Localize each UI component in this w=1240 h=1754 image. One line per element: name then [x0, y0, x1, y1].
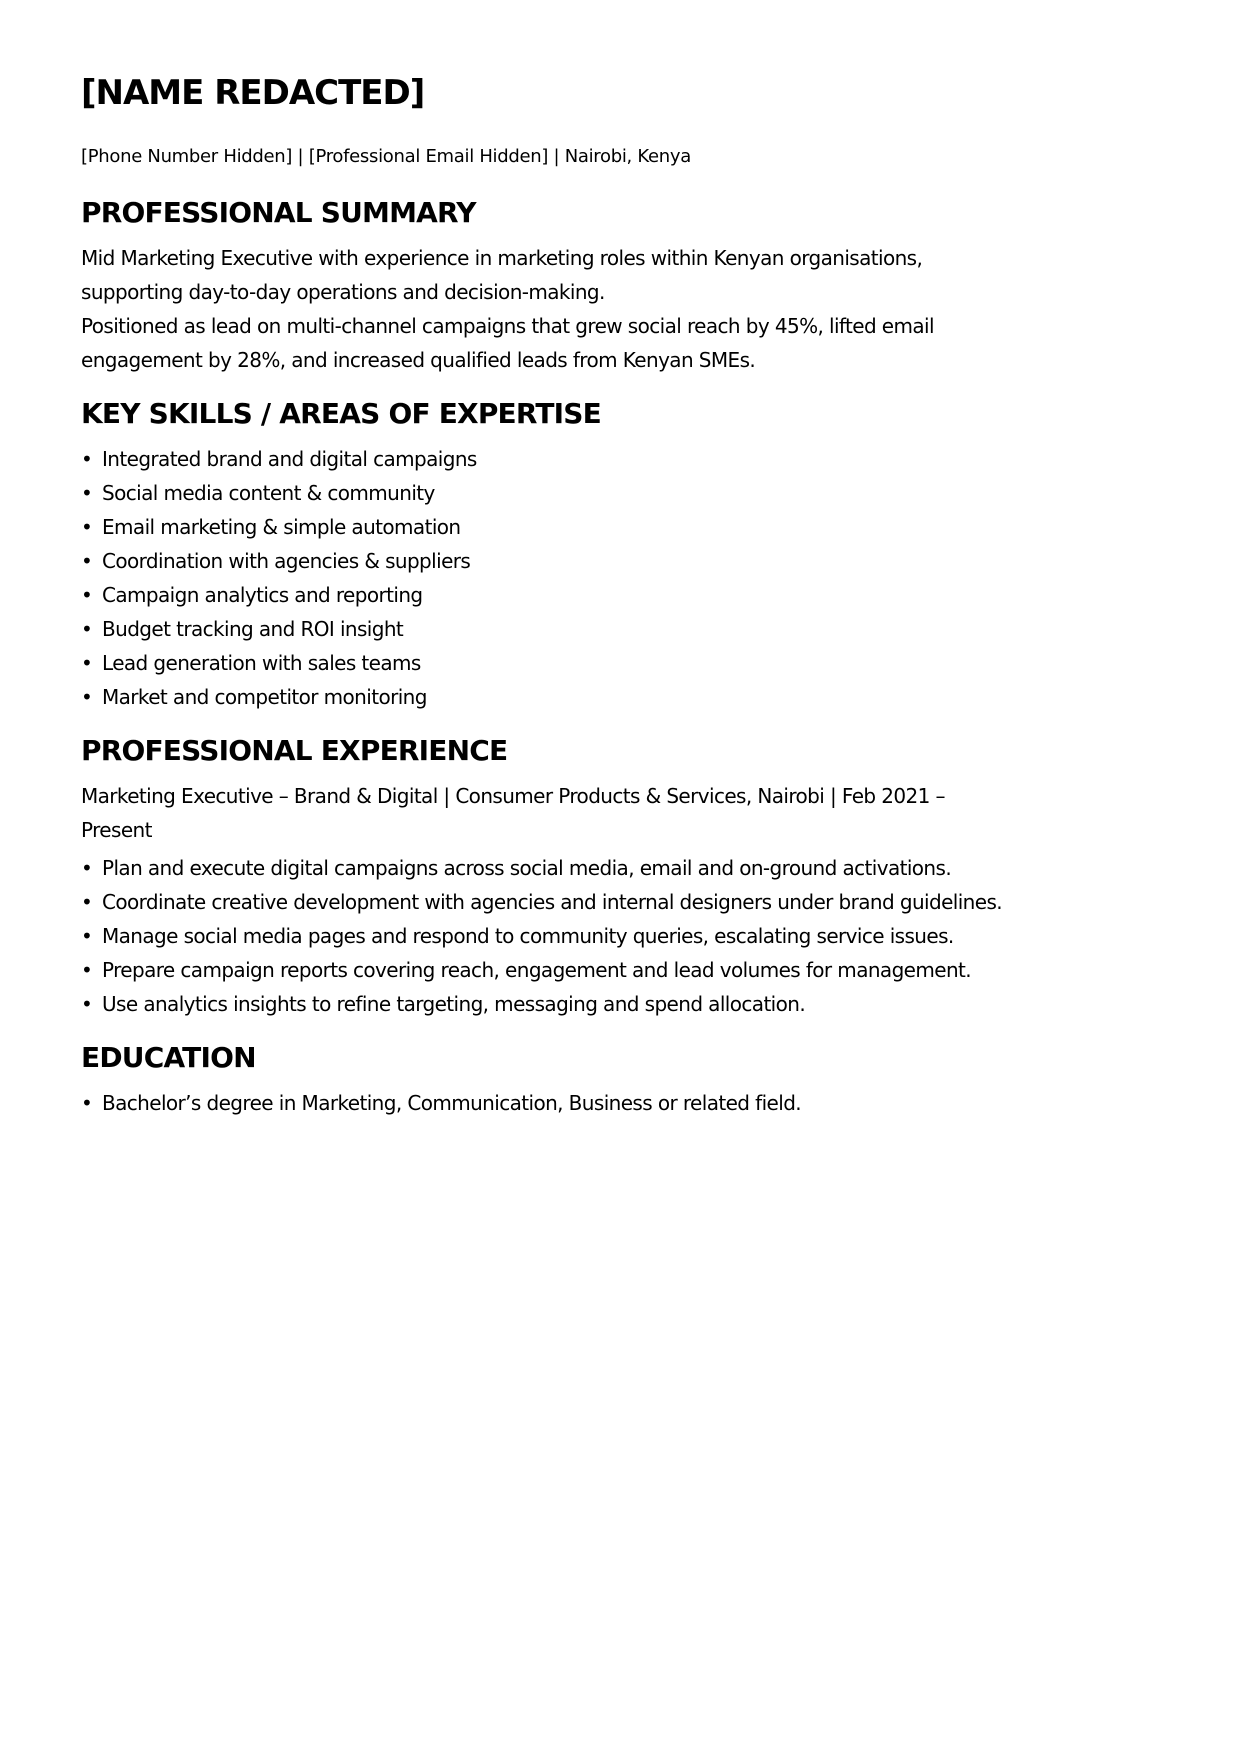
skill-item: • Integrated brand and digital campaigns	[81, 442, 1160, 476]
summary-line: supporting day-to-day operations and decision-making.	[81, 280, 605, 304]
skill-item: • Social media content & community	[81, 476, 1160, 510]
experience-item: • Prepare campaign reports covering reach, engagement and lead volumes for management.	[81, 953, 1160, 987]
page-title: [NAME REDACTED]	[81, 73, 425, 113]
experience-item: • Coordinate creative development with agencies and internal designers under brand guidelines.	[81, 885, 1160, 919]
skill-item: • Email marketing & simple automation	[81, 510, 1160, 544]
skill-item: • Budget tracking and ROI insight	[81, 612, 1160, 646]
summary-heading: PROFESSIONAL SUMMARY	[81, 196, 476, 229]
contact-line: [Phone Number Hidden] | [Professional Email Hidden] | Nairobi, Kenya	[81, 146, 691, 167]
skills-list	[81, 442, 1160, 714]
skill-item: • Lead generation with sales teams	[81, 646, 1160, 680]
experience-role-line: Marketing Executive – Brand & Digital | Consumer Products & Services, Nairobi | Feb 2021 –	[81, 784, 945, 808]
experience-item: • Use analytics insights to refine targeting, messaging and spend allocation.	[81, 987, 1160, 1021]
experience-role-line: Present	[81, 818, 152, 842]
skill-item: • Coordination with agencies & suppliers	[81, 544, 1160, 578]
summary-paragraph	[81, 241, 1160, 377]
summary-line: engagement by 28%, and increased qualified leads from Kenyan SMEs.	[81, 348, 756, 372]
summary-line: Mid Marketing Executive with experience in marketing roles within Kenyan organisations,	[81, 246, 923, 270]
skill-item: • Campaign analytics and reporting	[81, 578, 1160, 612]
experience-list	[81, 851, 1160, 1021]
section-professional-experience	[81, 734, 1160, 1021]
section-professional-summary	[81, 196, 1160, 377]
section-education	[81, 1041, 1160, 1120]
experience-item: • Manage social media pages and respond to community queries, escalating service issues.	[81, 919, 1160, 953]
experience-heading: PROFESSIONAL EXPERIENCE	[81, 734, 508, 767]
experience-item: • Plan and execute digital campaigns across social media, email and on-ground activations.	[81, 851, 1160, 885]
summary-line: Positioned as lead on multi-channel campaigns that grew social reach by 45%, lifted email	[81, 314, 934, 338]
education-item: • Bachelor’s degree in Marketing, Communication, Business or related field.	[81, 1086, 1160, 1120]
section-key-skills	[81, 397, 1160, 714]
skill-item: • Market and competitor monitoring	[81, 680, 1160, 714]
experience-role	[81, 779, 1160, 847]
education-heading: EDUCATION	[81, 1041, 256, 1074]
skills-heading: KEY SKILLS / AREAS OF EXPERTISE	[81, 397, 601, 430]
education-list	[81, 1086, 1160, 1120]
